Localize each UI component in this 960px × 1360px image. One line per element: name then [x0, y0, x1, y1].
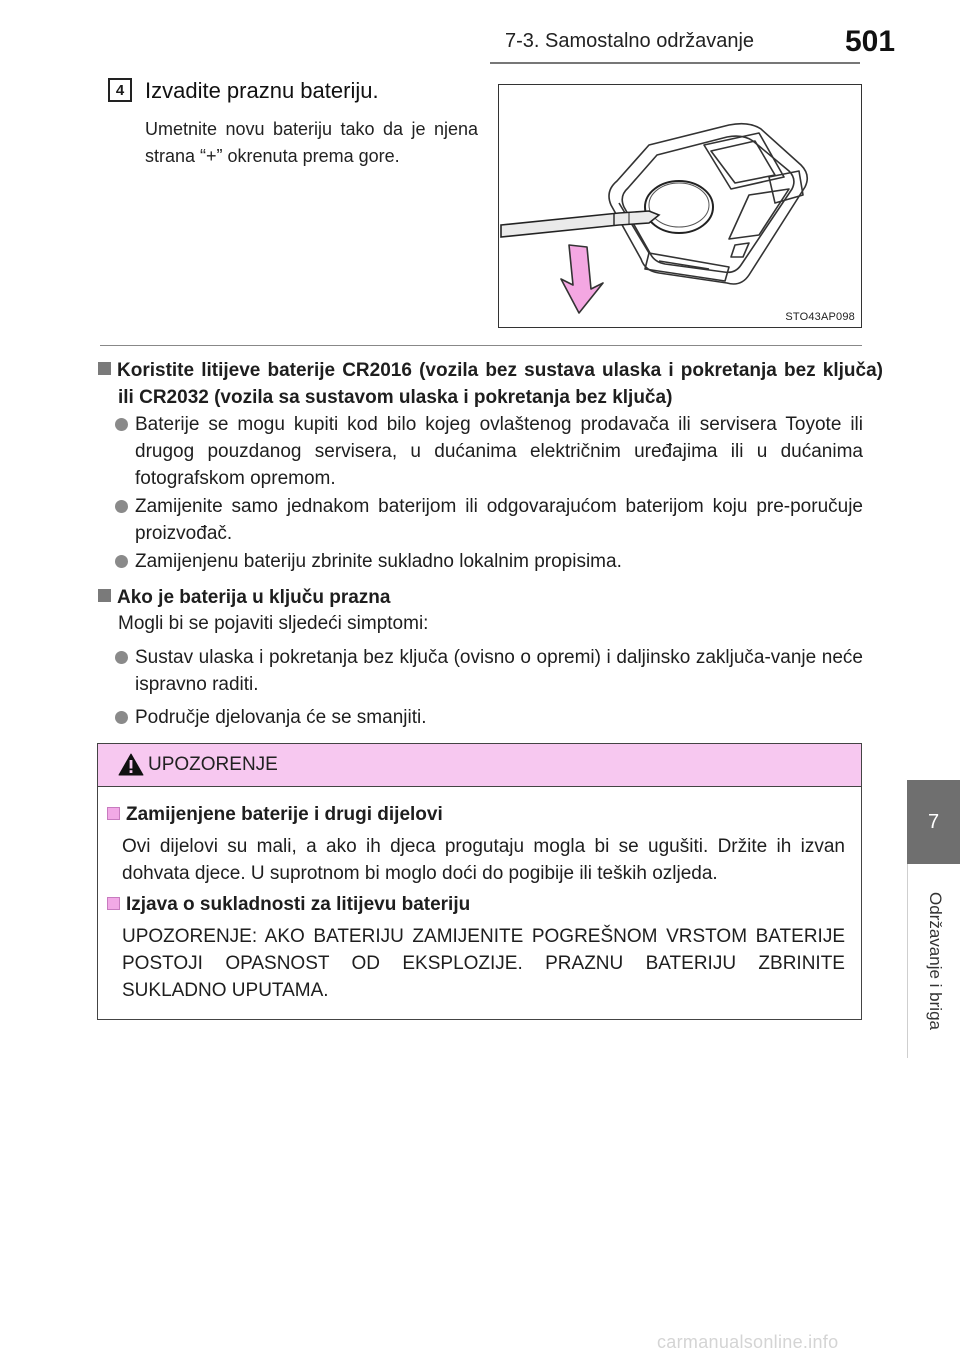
step-number-box: 4 — [108, 78, 132, 102]
chapter-title-strip — [907, 864, 960, 1058]
section-title: 7-3. Samostalno održavanje — [505, 30, 755, 52]
note-intro: Mogli bi se pojaviti sljedeći simptomi: — [118, 613, 429, 634]
warning-item-text: UPOZORENJE: AKO BATERIJU ZAMIJENITE POGREŠNOM VRSTOM BATERIJE POSTOJI OPASNOST OD EKSPLOZIJE. PRAZNU BATERIJU ZBRINITE SUKLADNO UPUTAMA. — [122, 926, 845, 1001]
round-bullet-icon — [115, 500, 128, 513]
header-rule — [490, 62, 860, 64]
list-item-text: Baterije se mogu kupiti kod bilo kojeg ovlaštenog prodavača ili servisera Toyote ili drugog pouzdanog servisera, u dućanima električnim uređajima ili u dućanima fotografskom opremom. — [135, 414, 863, 489]
square-bullet-icon — [107, 897, 120, 910]
note-title: Koristite litijeve baterije CR2016 (vozila bez sustava ulaska i pokretanja bez ključa) ili CR2032 (vozila sa sustavom ulaska i pokretanja bez ključa) — [117, 360, 883, 408]
square-bullet-icon — [98, 589, 111, 602]
list-item-text: Zamijenjenu bateriju zbrinite sukladno lokalnim propisima. — [135, 551, 622, 572]
list-item-text: Zamijenite samo jednakom baterijom ili odgovarajućom baterijom koju pre-poručuje proizvođač. — [135, 496, 863, 544]
round-bullet-icon — [115, 651, 128, 664]
watermark: carmanualsonline.info — [657, 1332, 839, 1352]
figure-code: STO43AP098 — [785, 311, 855, 323]
round-bullet-icon — [115, 711, 128, 724]
warning-triangle-icon — [118, 753, 144, 776]
step-text: Umetnite novu bateriju tako da je njena strana “+” okrenuta prema gore. — [145, 119, 478, 166]
list-item — [115, 493, 863, 547]
list-item — [115, 704, 863, 731]
list-item — [115, 644, 863, 698]
battery-replacement-figure — [498, 84, 862, 328]
page-number: 501 — [845, 25, 896, 58]
list-item-text: Sustav ulaska i pokretanja bez ključa (ovisno o opremi) i daljinsko zaključa-vanje neće ispravno raditi. — [135, 647, 863, 695]
section-divider — [100, 345, 862, 346]
warning-item-heading — [107, 804, 443, 826]
chapter-number: 7 — [927, 810, 940, 833]
warning-item-heading-text: Zamijenjene baterije i drugi dijelovi — [126, 804, 443, 825]
warning-item-heading — [107, 894, 470, 916]
warning-item-text: Ovi dijelovi su mali, a ako ih djeca progutaju mogla bi se ugušiti. Držite ih izvan dohvata djece. U suprotnom bi moglo doći do pogibije ili teških ozljeda. — [122, 836, 845, 884]
round-bullet-icon — [115, 555, 128, 568]
note-title: Ako je baterija u ključu prazna — [117, 587, 391, 608]
key-battery-illustration — [499, 85, 860, 326]
chapter-tab — [907, 780, 960, 864]
warning-box — [97, 743, 862, 1020]
list-item — [115, 548, 863, 575]
warning-item-heading-text: Izjava o sukladnosti za litijevu bateriju — [126, 894, 471, 915]
square-bullet-icon — [107, 807, 120, 820]
step-title: Izvadite praznu bateriju. — [145, 78, 379, 103]
chapter-title: Održavanje i briga — [926, 892, 945, 1030]
list-item — [115, 411, 863, 492]
note-heading-battery-type — [98, 357, 883, 411]
warning-title: UPOZORENJE — [148, 754, 278, 775]
list-item-text: Područje djelovanja će se smanjiti. — [135, 707, 427, 728]
round-bullet-icon — [115, 418, 128, 431]
warning-header — [98, 744, 861, 787]
square-bullet-icon — [98, 362, 111, 375]
note-heading-empty-battery — [98, 584, 863, 611]
